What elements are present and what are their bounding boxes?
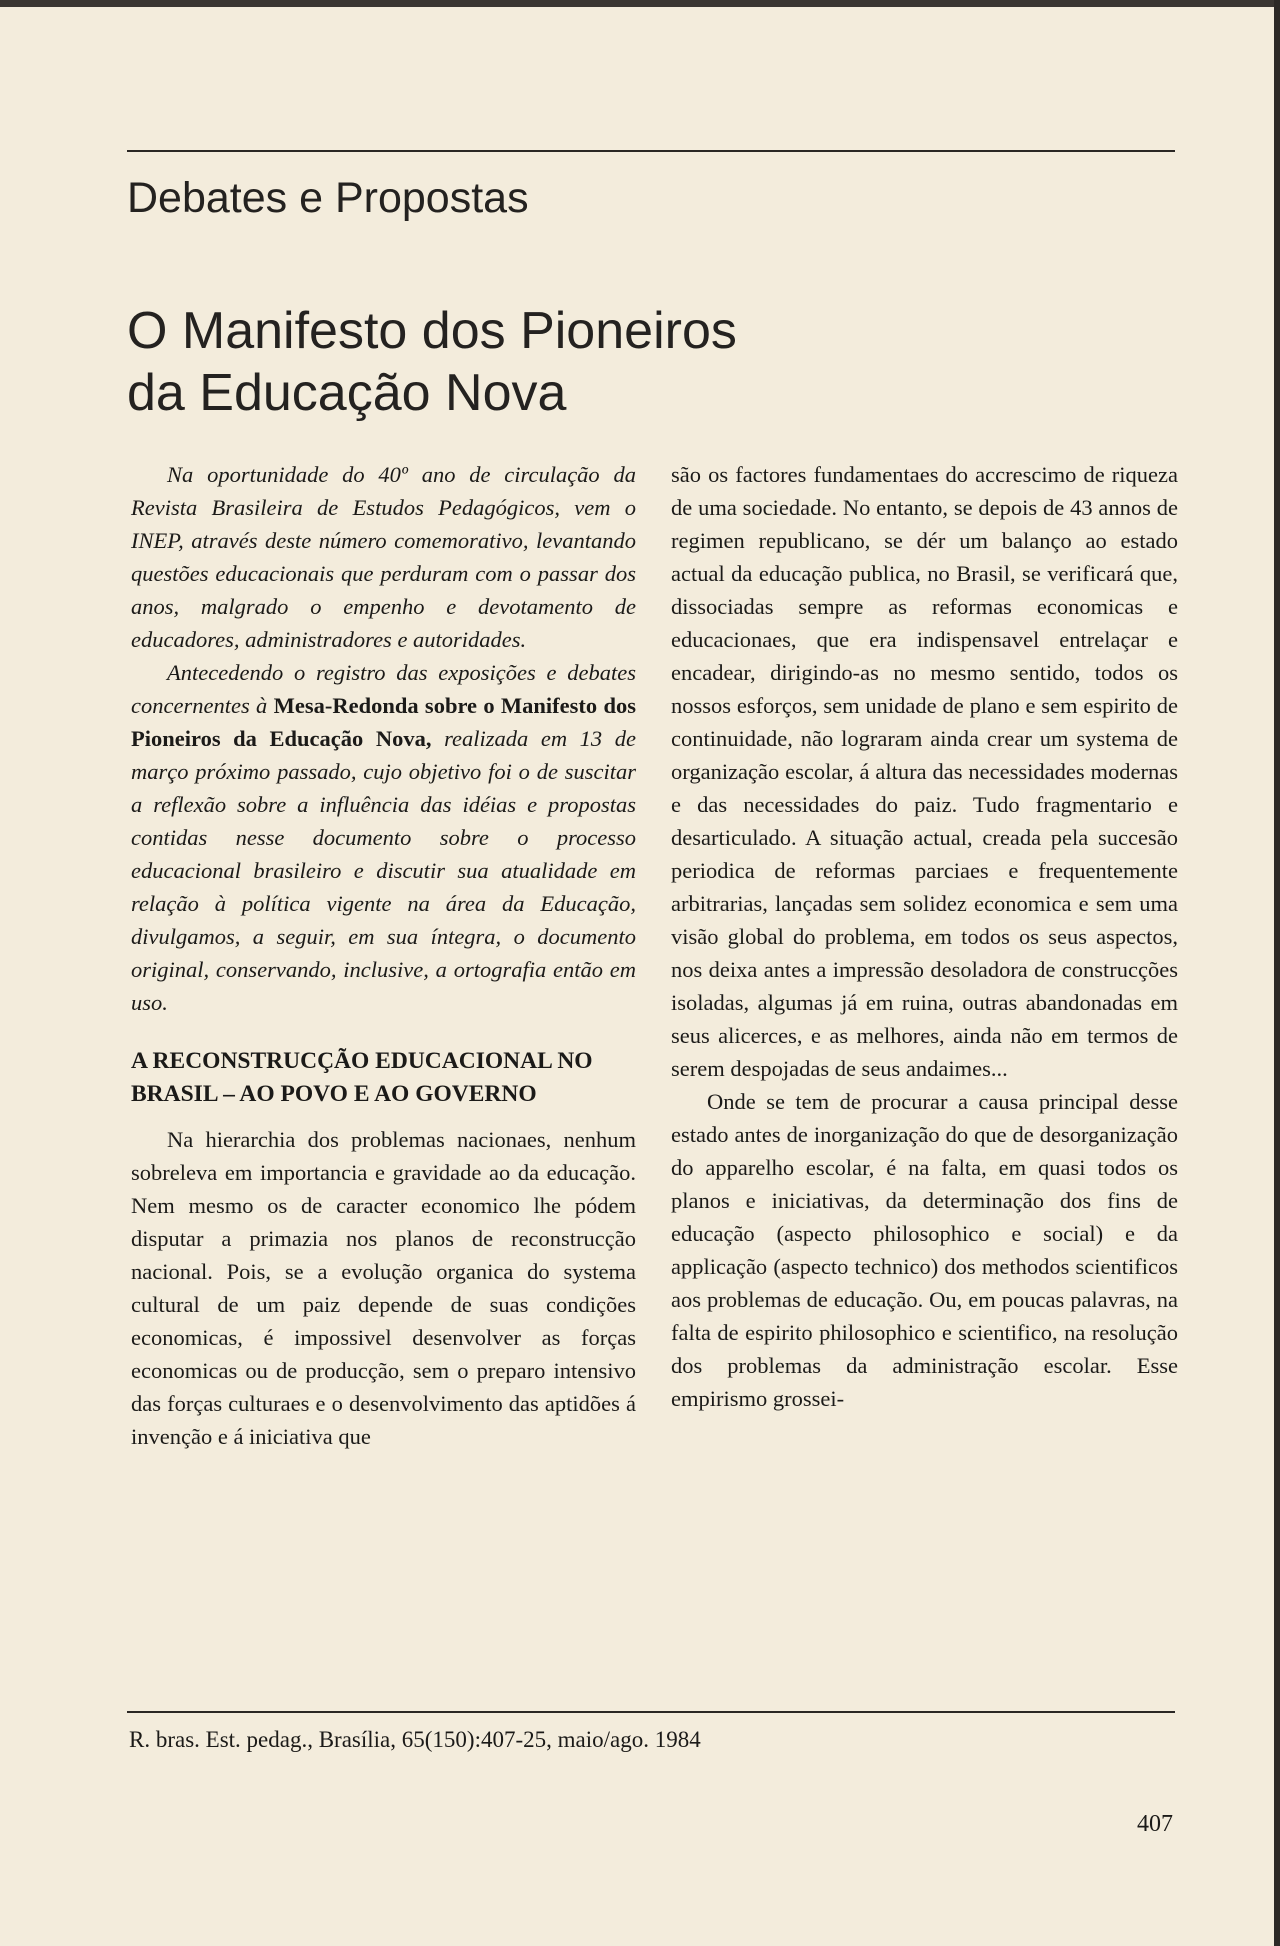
body-paragraph-1-right: são os factores fundamentaes do accrescimo de riqueza de uma sociedade. No entanto, se depois de 43 annos de regimen republicano, se dér um balanço ao estado actual da educação publica, no Brasil, se verificará que, dissociadas sempre as reformas economicas e educacionaes, que era indispensavel entrelaçar e encadear, dirigindo-as no mesmo sentido, todos os nossos esforços, sem unidade de plano e sem espirito de continuidade, não lograram ainda crear um systema de organização escolar, á altura das necessidades modernas e das necessidades do paiz. Tudo fragmentario e desarticulado. A situação actual, creada pela succesão periodica de reformas parciaes e frequentemente arbitrarias, lançadas sem solidez economica e sem uma visão global do problema, em todos os seus aspectos, nos deixa antes a impressão desoladora de construcções isoladas, algumas já em ruina, outras abandonadas em seus alicerces, e as melhores, ainda não em termos de serem despojadas de seus andaimes... — [671, 462, 1178, 1081]
footer-rule — [127, 1711, 1175, 1713]
subheading: A RECONSTRUCÇÃO EDUCACIONAL NO BRASIL – AO POVO E AO GOVERNO — [131, 1048, 593, 1107]
article-title — [127, 300, 737, 424]
intro-paragraph-2-end: realizada em 13 de março próximo passado, cujo objetivo foi o de suscitar a reflexão sobre a influência das idéias e propostas contidas nesse documento sobre o processo educacional brasileiro e discutir sua atualidade em relação à política vigente na área da Educação, divulgamos, a seguir, em sua íntegra, o documento original, conservando, inclusive, a ortografia então em uso. — [131, 726, 636, 1015]
body-paragraph-2: Onde se tem de procurar a causa principal desse estado antes de inorganização do que de desorganização do apparelho escolar, é na falta, em quasi todos os planos e iniciativas, da determinação dos fins de educação (aspecto philosophico e social) e da applicação (aspecto technico) dos methodos scientificos aos problemas de educação. Ou, em poucas palavras, na falta de espirito philosophico e scientifico, na resolução dos problemas da administração escolar. Esse empirismo grossei- — [671, 1089, 1178, 1411]
article-title-line-1: O Manifesto dos Pioneiros — [127, 302, 737, 360]
intro-paragraph-2-start: Antecedendo o registro das exposições e debates concernentes à — [131, 660, 636, 718]
right-column — [671, 458, 1178, 1415]
body-paragraph-1-left: Na hierarchia dos problemas nacionaes, nenhum sobreleva em importancia e gravidade ao da educação. Nem mesmo os de caracter economico lhe pódem disputar a primazia nos planos de reconstrucção nacional. Pois, se a evolução organica do systema cultural de um paiz depende de suas condições economicas, é impossivel desenvolver as forças economicas ou de producção, sem o preparo intensivo das forças culturaes e o desenvolvimento das aptidões á invenção e á iniciativa que — [131, 1127, 636, 1449]
intro-paragraph-2 — [131, 656, 636, 1019]
intro-paragraph-2-bold: Mesa-Redonda sobre o Manifesto dos Pioneiros da Educação Nova, — [131, 693, 636, 751]
article-title-line-2: da Educação Nova — [127, 364, 567, 422]
page-number: 407 — [1137, 1811, 1173, 1837]
page-right-edge — [1274, 0, 1280, 1946]
header-rule — [127, 150, 1175, 152]
footer-citation: R. bras. Est. pedag., Brasília, 65(150):407-25, maio/ago. 1984 — [129, 1727, 701, 1752]
section-title: Debates e Propostas — [127, 174, 529, 222]
left-column — [131, 458, 636, 1453]
page-top-edge — [0, 0, 1280, 7]
intro-paragraph-1: Na oportunidade do 40º ano de circulação da Revista Brasileira de Estudos Pedagógicos, vem o INEP, através deste número comemorativo, levantando questões educacionais que perduram com o passar dos anos, malgrado o empenho e devotamento de educadores, administradores e autoridades. — [131, 462, 636, 652]
